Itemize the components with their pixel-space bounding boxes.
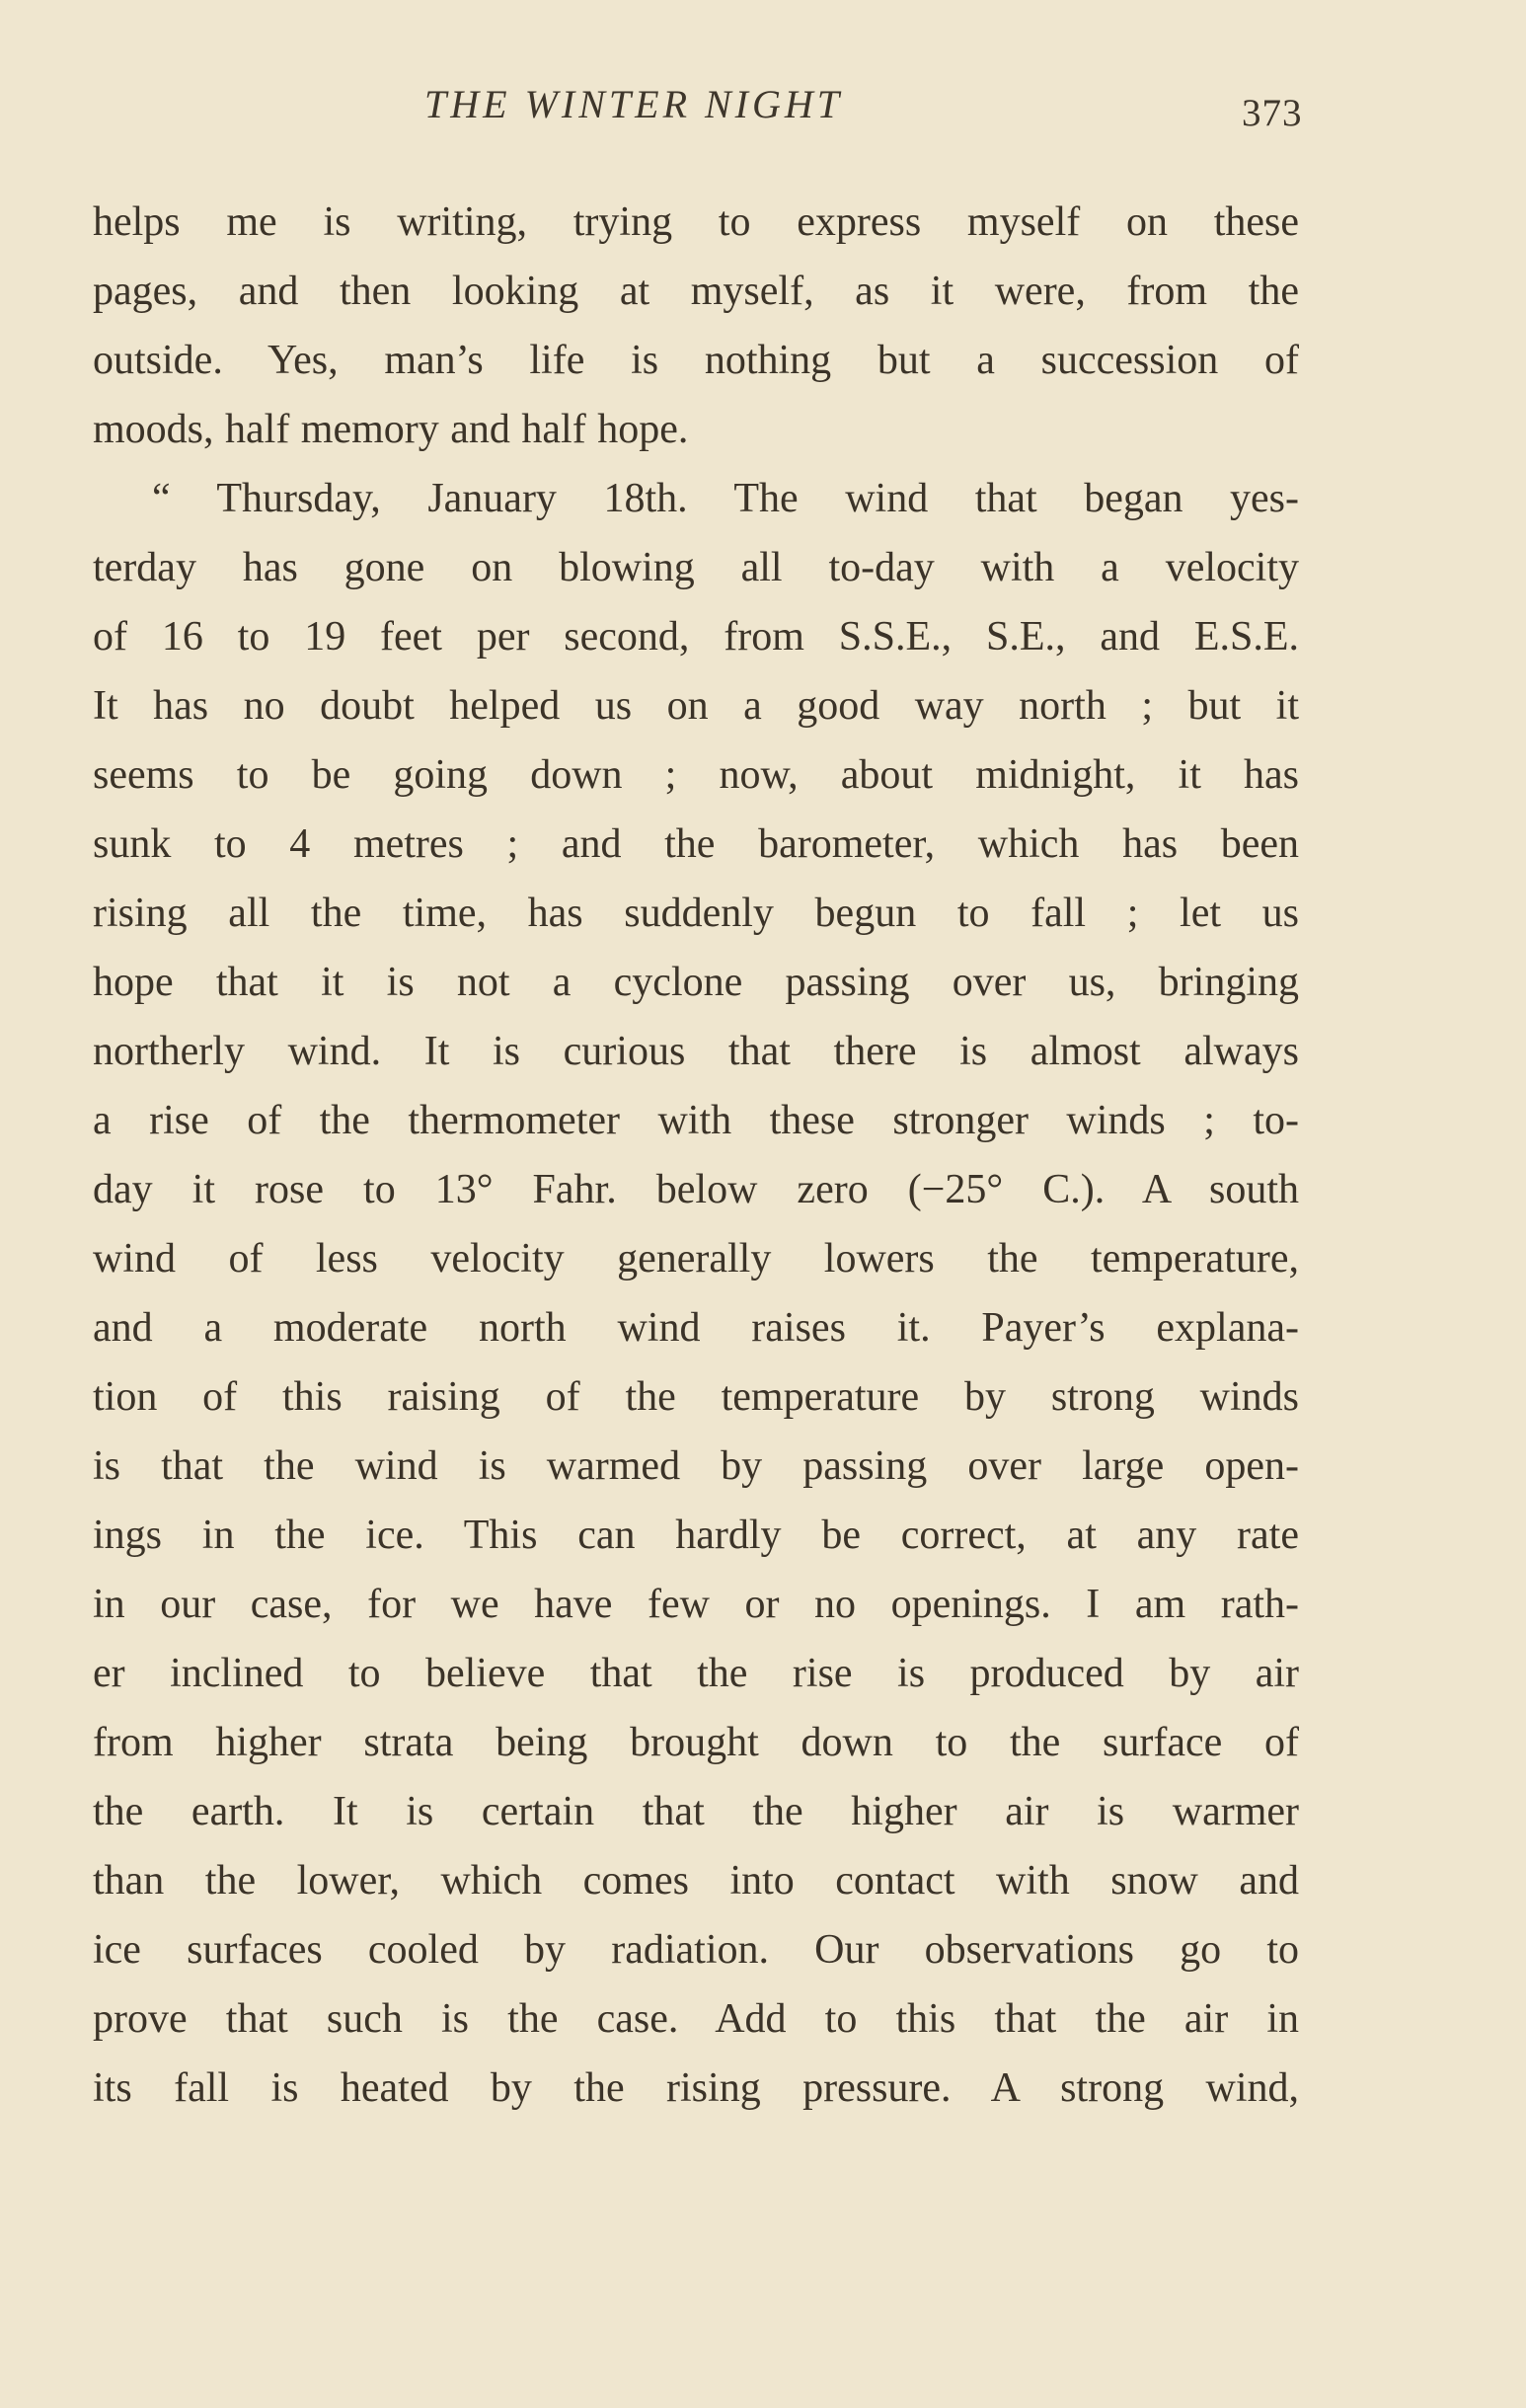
- text-line: from higher strata being brought down to the surface of: [93, 1720, 1299, 1765]
- text-line: day it rose to 13° Fahr. below zero (−25° C.). A south: [93, 1167, 1299, 1212]
- text-line: terday has gone on blowing all to-day with a velocity: [93, 545, 1299, 590]
- text-line: wind of less velocity generally lowers the temperature,: [93, 1236, 1299, 1282]
- text-line: “ Thursday, January 18th. The wind that began yes-: [152, 476, 1299, 521]
- text-line: hope that it is not a cyclone passing over us, bringing: [93, 960, 1299, 1005]
- text-line: of 16 to 19 feet per second, from S.S.E., S.E., and E.S.E.: [93, 614, 1299, 660]
- text-line: ings in the ice. This can hardly be correct, at any rate: [93, 1513, 1299, 1558]
- text-line: in our case, for we have few or no openings. I am rath-: [93, 1582, 1299, 1627]
- text-line: and a moderate north wind raises it. Payer’s explana-: [93, 1305, 1299, 1351]
- text-line: tion of this raising of the temperature by strong winds: [93, 1374, 1299, 1420]
- running-title: THE WINTER NIGHT: [424, 82, 844, 126]
- text-line: a rise of the thermometer with these stronger winds ; to-: [93, 1098, 1299, 1143]
- text-line: moods, half memory and half hope.: [93, 407, 689, 452]
- text-line: seems to be going down ; now, about midnight, it has: [93, 752, 1299, 798]
- text-line: the earth. It is certain that the higher air is warmer: [93, 1789, 1299, 1834]
- running-head: [0, 81, 1526, 140]
- text-line: than the lower, which comes into contact with snow and: [93, 1858, 1299, 1903]
- text-line: pages, and then looking at myself, as it were, from the: [93, 269, 1299, 314]
- text-line: northerly wind. It is curious that there is almost always: [93, 1029, 1299, 1074]
- text-line: It has no doubt helped us on a good way north ; but it: [93, 683, 1299, 729]
- text-line: sunk to 4 metres ; and the barometer, which has been: [93, 821, 1299, 867]
- text-line: its fall is heated by the rising pressure. A strong wind,: [93, 2065, 1299, 2111]
- text-line: er inclined to believe that the rise is produced by air: [93, 1651, 1299, 1696]
- page-number: 373: [1242, 92, 1303, 134]
- text-line: is that the wind is warmed by passing over large open-: [93, 1443, 1299, 1489]
- text-line: rising all the time, has suddenly begun to fall ; let us: [93, 891, 1299, 936]
- text-line: outside. Yes, man’s life is nothing but a succession of: [93, 338, 1299, 383]
- text-line: helps me is writing, trying to express myself on these: [93, 199, 1299, 245]
- body-text: [93, 188, 1299, 2123]
- text-line: prove that such is the case. Add to this that the air in: [93, 1996, 1299, 2042]
- text-line: ice surfaces cooled by radiation. Our observations go to: [93, 1927, 1299, 1973]
